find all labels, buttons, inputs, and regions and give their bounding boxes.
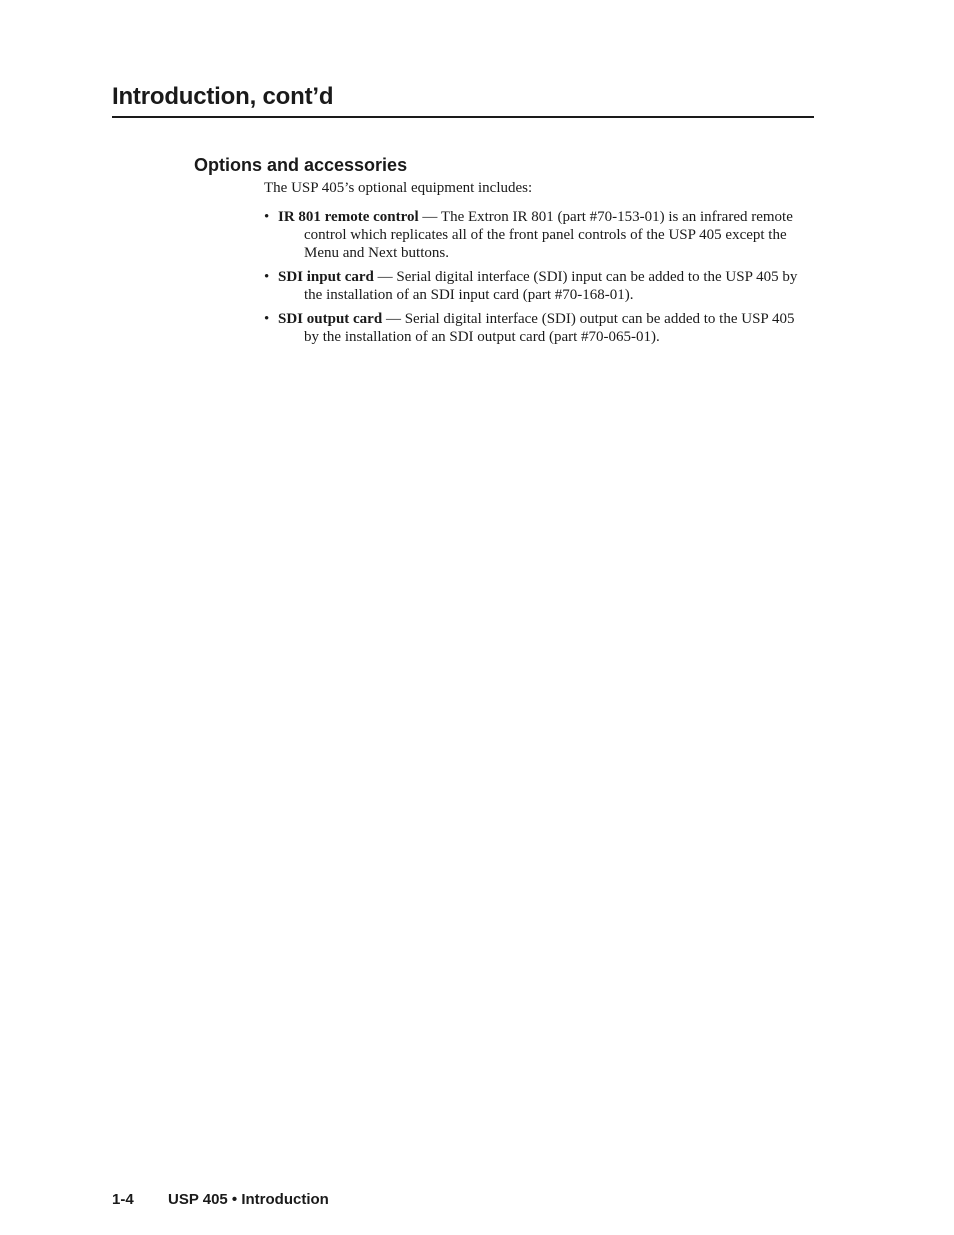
list-item-sdi-input-card bbox=[264, 268, 804, 304]
bullet-glyph: • bbox=[264, 311, 270, 327]
options-list bbox=[264, 208, 804, 352]
section-title: Options and accessories bbox=[194, 155, 408, 175]
item-description: The Extron IR 801 (part #70-153-01) is an infrared remote control which replicates all of the front panel controls of the USP 405 except the Menu and Next buttons. bbox=[304, 209, 793, 261]
item-term: SDI output card bbox=[278, 311, 383, 327]
item-separator: — bbox=[382, 311, 405, 327]
item-description: Serial digital interface (SDI) input can be added to the USP 405 by the installation of an SDI input card (part #70-168-01). bbox=[304, 269, 798, 303]
page-footer bbox=[112, 1190, 329, 1210]
item-description: Serial digital interface (SDI) output can be added to the USP 405 by the installation of an SDI output card (part #70-065-01). bbox=[304, 311, 795, 345]
footer-text: USP 405 • Introduction bbox=[168, 1191, 329, 1208]
bullet-glyph: • bbox=[264, 269, 270, 285]
page-title: Introduction, cont’d bbox=[112, 83, 334, 110]
section-intro: The USP 405’s optional equipment includes: bbox=[264, 180, 533, 196]
bullet-glyph: • bbox=[264, 209, 270, 225]
list-item-ir-801-remote-control bbox=[264, 208, 804, 262]
page-number: 1-4 bbox=[112, 1191, 134, 1208]
item-term: SDI input card bbox=[278, 269, 374, 285]
item-separator: — bbox=[418, 209, 441, 225]
item-separator: — bbox=[373, 269, 397, 285]
list-item-sdi-output-card bbox=[264, 310, 804, 346]
page-header bbox=[112, 82, 814, 118]
item-term: IR 801 remote control bbox=[278, 209, 419, 225]
